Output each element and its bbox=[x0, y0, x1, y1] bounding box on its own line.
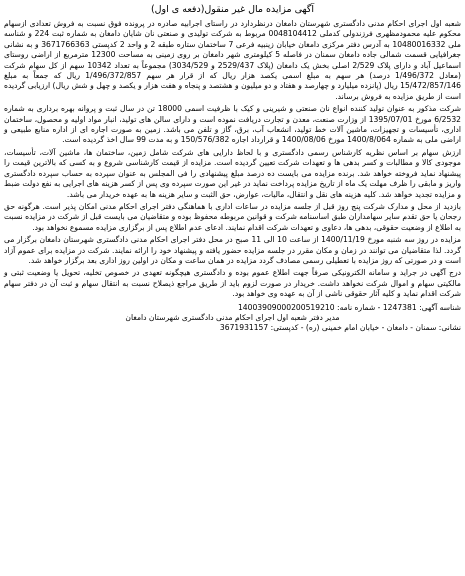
notice-paragraph: بازدید از محل و مدارک شرکت پنج روز قبل از جلسه مزایده در ساعات اداری با هماهنگی دفتر اجرای احکام مدنی امکان پذیر است. هرگونه حق رجحان یا حق تقدم سایر سهامداران طبق اساسنامه شرکت و قوانین مربوطه محفوظ بوده و متقاضیان می بایست قبل از شرکت در مزایده نسبت به اطلاع از وضعیت حقوقی، بدهی ها، دعاوی و تعهدات شرکت اقدام نمایند. ادعای عدم اطلاع پس از برگزاری مزایده مسموع نخواهد بود. bbox=[4, 201, 461, 232]
notice-paragraph: شرکت مذکور به عنوان تولید کننده انواع نان صنعتی و شیرینی و کیک با ظرفیت اسمی 18000 تن در سال ثبت و پروانه بهره برداری به شماره 6/2532 مورخ 1395/07/01 از وزارت صنعت، معدن و تجارت دریافت نموده است و دارای سالن های تولید، انبار مواد اولیه و محصول، ساختمان اداری، تأسیسات و تجهیزات، ماشین آلات خط تولید، انشعاب آب، برق، گاز و تلفن می باشد. زمین به صورت اجاره ای از اداره منابع طبیعی و اراضی ملی به شماره 1400/8/064 مورخ 1400/08/06 و قرارداد اجاره 150/576/382 و به مدت 99 سال اخذ گردیده است. bbox=[4, 104, 462, 145]
notice-paragraph: شعبه اول اجرای احکام مدنی دادگستری شهرستان دامغان درنظردارد در راستای اجرابیه صادره در پرونده فوق نسبت به فروش تعدادی ازسهام محکوم علیه محمودمظهری فرزندولی کدملی 0048104412 مربوط به شرکت تولیدی و صنعتی نان شایان دامغان به شماره ثبت 224 و شناسه ملی 10480016332 به آدرس دفتر مرکزی دامغان خیابان زینبیه فرعی 7 ساختمان ستاره طبقه 2 و واحد 2 کدپستی 3671766363 و به نشانی جغرافیایی قسمت شمالی جاده دامغان سمنان در فاصله 5 کیلومتری شهر دامغان بر روی زمینی به مساحت 12300 مترمربع از اراضی روستای اسماعیل آباد و دارای پلاک 2/529 اصلی بخش یک دامغان (پلاک 2529/437 و 3034/529) مجموعاً به تعداد 10342 سهم از کل سهام شرکت (معادل 1/496/372 درصد) هر سهم به مبلغ اسمی یکصد هزار ریال که از قرار هر سهم 1/496/372/857 ریال که جمعاً به مبلغ 15/472/857/146 ریال (پانزده میلیارد و چهارصد و هفتاد و دو میلیون و هشتصد و پنجاه و هفت هزار و یکصد و چهل و شش ریال) ارزیابی گردیده است از طریق مزایده به فروش برساند. bbox=[4, 19, 462, 101]
notice-title: آگهی مزایده مال غیر منقول(دفعه ی اول) bbox=[150, 4, 315, 15]
address-line: نشانی: سمنان - دامغان - خیابان امام خمینی (ره) - کدپستی: 3671931157 bbox=[219, 323, 461, 333]
notice-paragraph: درج آگهی در جراید و سامانه الکترونیکی صرفاً جهت اطلاع عموم بوده و دادگستری هیچگونه تعهدی در خصوص تخلیه، تحویل یا وضعیت ثبتی و مالکیتی سهام و اموال شرکت نخواهد داشت. خریدار در صورت لزوم باید از طریق مراجع ذیصلاح نسبت به انتقال سهام و ثبت آن در دفتر سهام شرکت اقدام نماید و کلیه آثار حقوقی ناشی از آن به عهده وی خواهد بود. bbox=[4, 268, 461, 299]
notice-paragraph: ارزش سهام بر اساس نظریه کارشناس رسمی دادگستری و با لحاظ دارایی های شرکت شامل زمین، ساختمان ها، ماشین آلات، تأسیسات، موجودی کالا و مطالبات و کسر بدهی ها و تعهدات شرکت تعیین گردیده است. مزایده از قیمت کارشناسی شروع و به کسی که بالاترین قیمت را پیشنهاد نماید فروخته خواهد شد. برنده مزایده می بایست ده درصد مبلغ پیشنهادی را فی المجلس به عنوان سپرده به حساب سپرده دادگستری واریز و مابقی را ظرف مهلت یک ماه از تاریخ مزایده پرداخت نماید در غیر این صورت سپرده وی پس از کسر هزینه های اجرایی به نفع دولت ضبط و مزایده تجدید خواهد شد. کلیه هزینه های نقل و انتقال، مالیات، عوارض، حق الثبت و سایر هزینه ها به عهده خریدار می باشد. bbox=[4, 147, 461, 199]
notice-footer bbox=[4, 303, 461, 334]
notice-id-line: شناسه آگهی: 1247381 - شماره نامه: 14003909000200519210 bbox=[237, 302, 461, 312]
notice-paragraph: مزایده در روز سه شنبه مورخ 1400/11/19 از ساعت 10 الی 11 صبح در محل دفتر اجرای احکام مدنی دادگستری شهرستان دامغان برگزار می گردد. لذا متقاضیان می توانند در زمان و مکان مقرر در جلسه مزایده حضور یافته و پیشنهاد خود را ارائه نمایند. شرکت در مزایده برای عموم آزاد است و در صورتی که روز مزایده با تعطیلی رسمی مصادف گردد مزایده در همان ساعت و مکان در اولین روز اداری بعد برگزار خواهد شد. bbox=[4, 235, 462, 265]
issuer-line: مدیر دفتر شعبه اول اجرای احکام مدنی دادگستری شهرستان دامغان bbox=[125, 312, 340, 322]
